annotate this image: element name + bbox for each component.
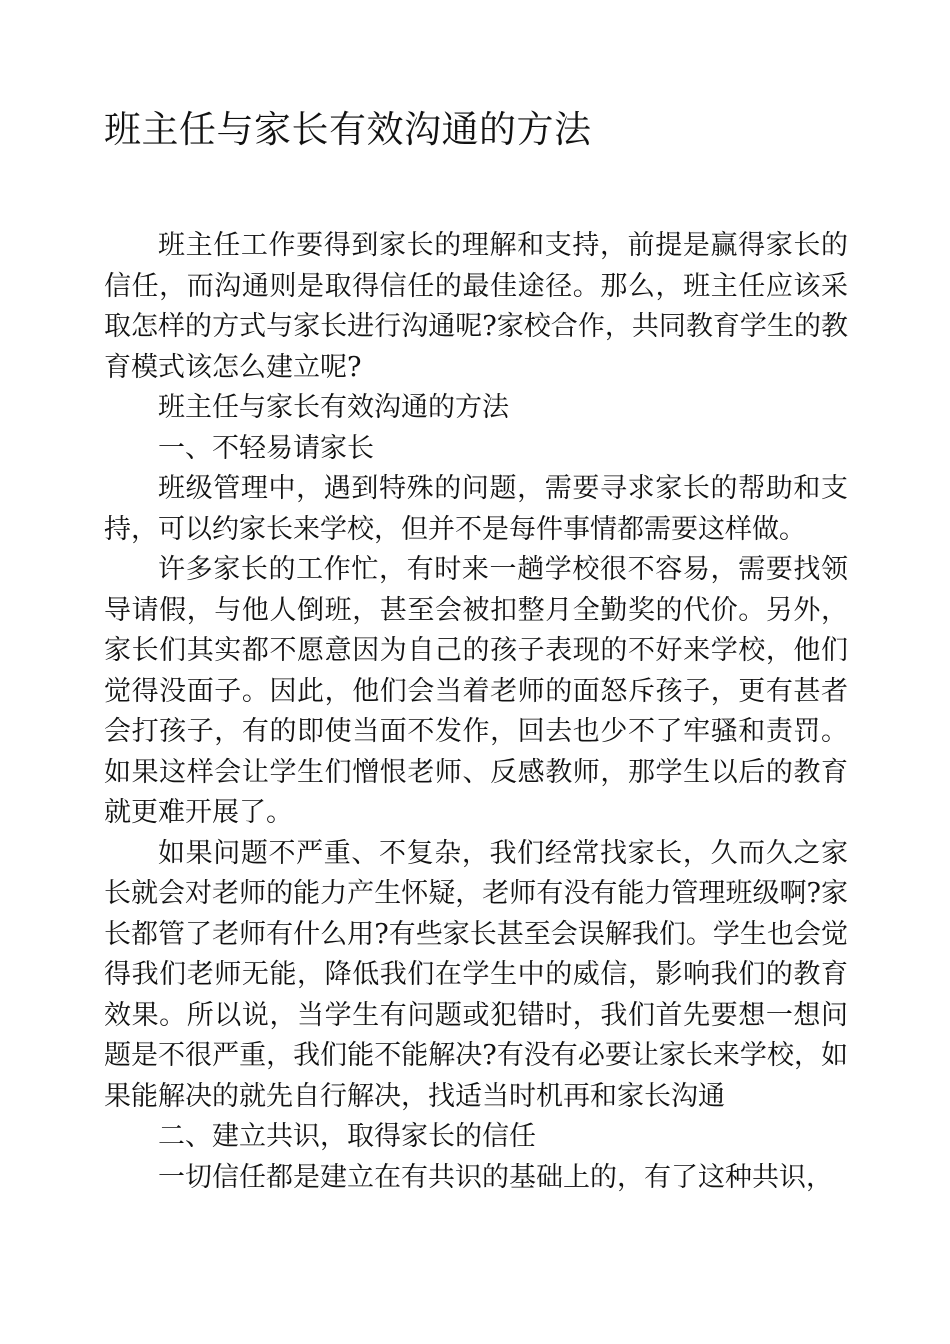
document-title: 班主任与家长有效沟通的方法 <box>104 108 592 151</box>
body-paragraph: 班级管理中，遇到特殊的问题，需要寻求家长的帮助和支持，可以约家长来学校，但并不是每件事情都需要这样做。 <box>104 473 848 545</box>
section-heading-2: 二、建立共识，取得家长的信任 <box>158 1121 536 1152</box>
body-paragraph: 一切信任都是建立在有共识的基础上的，有了这种共识， <box>158 1161 833 1193</box>
intro-paragraph: 班主任工作要得到家长的理解和支持，前提是赢得家长的信任，而沟通则是取得信任的最佳途径。那么，班主任应该采取怎样的方式与家长进行沟通呢?家校合作，共同教育学生的教育模式该怎么建立呢? <box>104 230 848 383</box>
section-heading-1: 一、不轻易请家长 <box>158 432 374 464</box>
section-heading-main: 班主任与家长有效沟通的方法 <box>158 392 509 423</box>
body-paragraph: 许多家长的工作忙，有时来一趟学校很不容易，需要找领导请假，与他人倒班，甚至会被扣整月全勤奖的代价。另外，家长们其实都不愿意因为自己的孩子表现的不好来学校，他们觉得没面子。因此，他们会当着老师的面怒斥孩子，更有甚者会打孩子，有的即使当面不发作，回去也少不了牢骚和责罚。如果这样会让学生们憎恨老师、反感教师，那学生以后的教育就更难开展了。 <box>104 554 848 828</box>
body-paragraph: 如果问题不严重、不复杂，我们经常找家长，久而久之家长就会对老师的能力产生怀疑，老师有没有能力管理班级啊?家长都管了老师有什么用?有些家长甚至会误解我们。学生也会觉得我们老师无能，降低我们在学生中的威信，影响我们的教育效果。所以说，当学生有问题或犯错时，我们首先要想一想问题是不很严重，我们能不能解决?有没有必要让家长来学校，如果能解决的就先自行解决，找适当时机再和家长沟通 <box>104 837 848 1112</box>
document-body <box>104 226 848 1198</box>
